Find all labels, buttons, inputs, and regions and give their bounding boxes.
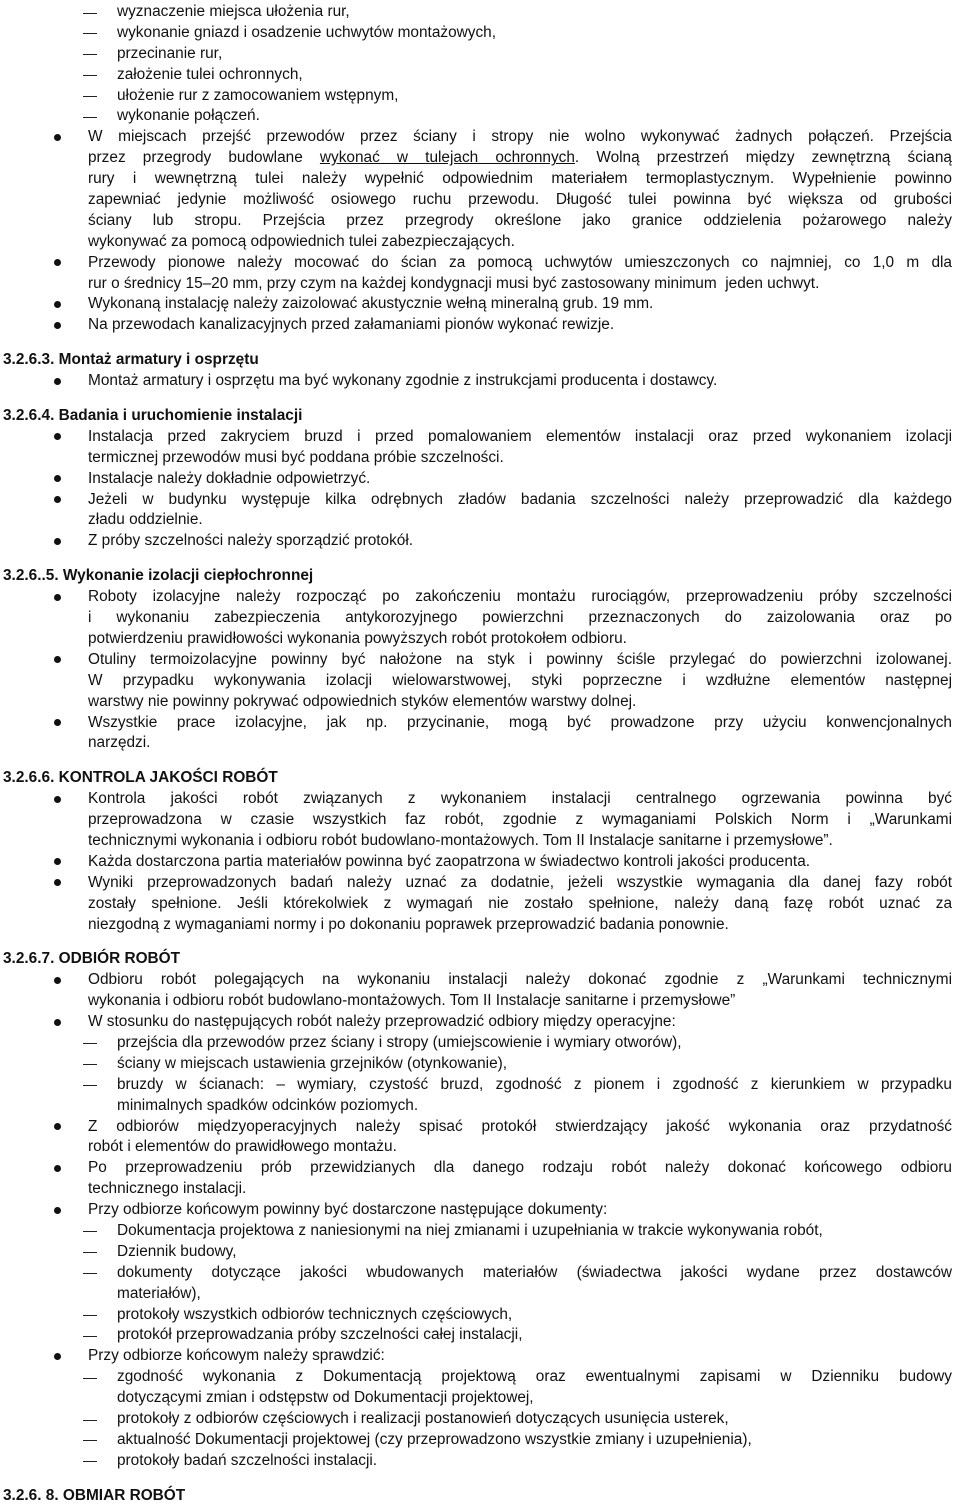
bullet-item <box>0 531 960 552</box>
dash-item <box>0 1451 960 1472</box>
bullet-item-continuation <box>0 733 960 754</box>
line-text: wykonywać za pomocą odpowiednich tulei zabezpieczających. <box>88 232 515 250</box>
line-text: zgodność wykonania z Dokumentacją projektową oraz ewentualnymi zapisami w Dzienniku budowy <box>117 1368 952 1386</box>
line-text: Wszystkie prace izolacyjne, jak np. przycinanie, mogą być prowadzone przy użyciu konwencjonalnych <box>88 713 952 731</box>
bullet-icon <box>54 134 61 141</box>
underlined-text: wykonać w tulejach ochronnych <box>319 149 575 167</box>
dash-item <box>0 1033 960 1054</box>
dash-item <box>0 1221 960 1242</box>
line-text: zostały spełnione. Jeśli którekolwiek z wymagań nie zostało spełnione, należy daną fazę robót uznać za <box>88 894 952 912</box>
dash-item <box>0 1305 960 1326</box>
line-text: zładu oddzielnie. <box>88 511 203 529</box>
document-page <box>0 2 960 1507</box>
dash-item-continuation <box>0 1096 960 1117</box>
line-text: wykonania i odbioru robót budowlano-montażowych. Tom II Instalacje sanitarne i przemysłowe” <box>88 992 736 1010</box>
dash-item <box>0 44 960 65</box>
bullet-icon <box>54 378 61 385</box>
line-text: W miejscach przejść przewodów przez ściany i stropy nie wolno wykonywać żadnych połączeń. Przejścia <box>88 128 952 146</box>
dash-icon <box>83 54 97 55</box>
line-text: Instalacja przed zakryciem bruzd i przed pomalowaniem elementów instalacji oraz przed wykonaniem izolacji <box>88 427 952 445</box>
line-text: Z odbiorów międzyoperacyjnych należy spisać protokół stwierdzający jakość wykonania oraz przydatność <box>88 1117 952 1135</box>
bullet-item <box>0 469 960 490</box>
line-text: robót i elementów do prawidłowego montażu. <box>88 1138 397 1156</box>
bullet-item <box>0 713 960 734</box>
line-text: Instalacje należy dokładnie odpowietrzyć. <box>88 469 371 487</box>
bullet-item <box>0 127 960 148</box>
dash-icon <box>83 96 97 97</box>
line-text: warstwy nie powinny pokrywać odpowiednich styków elementów warstwy dolnej. <box>88 692 637 710</box>
dash-icon <box>83 117 97 118</box>
dash-icon <box>83 13 97 14</box>
line-text: Otuliny termoizolacyjne powinny być nałożone na styk i powinny ściśle przylegać do powierzchni izolowanej. <box>88 650 952 668</box>
dash-icon <box>83 1440 97 1441</box>
line-text: Montaż armatury i osprzętu ma być wykonany zgodnie z instrukcjami producenta i dostawcy. <box>88 372 718 390</box>
line-text: protokoły z odbiorów częściowych i realizacji postanowień dotyczących usunięcia usterek, <box>117 1410 729 1427</box>
bullet-item <box>0 1158 960 1179</box>
line-text: W przypadku wykonywania izolacji wielowarstwowej, styki poprzeczne i wzdłużne elementów następnej <box>88 671 952 689</box>
line-text: przeprowadzona w czasie wszystkich faz robót, zgodnie z wymaganiami Polskich Norm i „Warunkami <box>88 811 952 829</box>
bullet-item-continuation <box>0 629 960 650</box>
dash-item <box>0 1430 960 1451</box>
dash-item <box>0 1054 960 1075</box>
dash-icon <box>83 1315 97 1316</box>
dash-icon <box>83 1231 97 1232</box>
line-text: termicznej przewodów musi być poddana próbie szczelności. <box>88 448 504 466</box>
dash-icon <box>83 1043 97 1044</box>
bullet-icon <box>54 1207 61 1214</box>
bullet-icon <box>54 1123 61 1130</box>
line-text: protokoły badań szczelności instalacji. <box>117 1451 378 1469</box>
bullet-item <box>0 315 960 336</box>
line-text: minimalnych spadków odcinków poziomych. <box>117 1096 419 1114</box>
bullet-icon <box>54 1353 61 1360</box>
dash-item <box>0 23 960 44</box>
dash-icon <box>83 1336 97 1337</box>
bullet-item-continuation <box>0 510 960 531</box>
dash-icon <box>83 1420 97 1421</box>
line-text: Przy odbiorze końcowym powinny być dostarczone następujące dokumenty: <box>88 1201 608 1219</box>
dash-item <box>0 106 960 127</box>
bullet-item-continuation <box>0 991 960 1012</box>
bullet-item-continuation <box>0 232 960 253</box>
line-text: narzędzi. <box>88 734 151 752</box>
line-text: Wykonaną instalację należy zaizolować akustycznie wełną mineralną grub. 19 mm. <box>88 295 654 313</box>
bullet-item-continuation <box>0 148 960 169</box>
line-text: Odbioru robót polegających na wykonaniu instalacji należy dokonać zgodnie z „Warunkami technicznymi <box>88 971 952 989</box>
dash-item <box>0 1367 960 1388</box>
dash-item <box>0 1242 960 1263</box>
dash-item <box>0 1075 960 1096</box>
heading-text: 3.2.6.4. Badania i uruchomienie instalacji <box>3 407 303 425</box>
line-text: dokumenty dotyczące jakości wbudowanych materiałów (świadectwa jakości wydane przez dostawców <box>117 1263 952 1281</box>
line-text: Roboty izolacyjne należy rozpocząć po zakończeniu montażu rurociągów, przeprowadzeniu próby szczelności <box>88 588 952 606</box>
bullet-item-continuation <box>0 274 960 295</box>
bullet-item <box>0 873 960 894</box>
section-heading <box>0 1486 960 1507</box>
section-heading <box>0 350 960 371</box>
bullet-item <box>0 970 960 991</box>
line-text: Przy odbiorze końcowym należy sprawdzić: <box>88 1347 385 1365</box>
dash-item <box>0 2 960 23</box>
line-text: potwierdzeniu prawidłowości wykonania powyższych robót protokołem odbioru. <box>88 629 627 647</box>
bullet-item-continuation <box>0 448 960 469</box>
dash-icon <box>83 33 97 34</box>
bullet-item <box>0 294 960 315</box>
bullet-item <box>0 852 960 873</box>
dash-icon <box>83 1378 97 1379</box>
bullet-item-continuation <box>0 211 960 232</box>
bullet-item <box>0 253 960 274</box>
bullet-item <box>0 490 960 511</box>
bullet-icon <box>54 719 61 726</box>
dash-item <box>0 86 960 107</box>
bullet-item <box>0 789 960 810</box>
bullet-icon <box>54 475 61 482</box>
bullet-icon <box>54 594 61 601</box>
line-text: przecinanie rur, <box>117 44 223 62</box>
line-text: protokoły wszystkich odbiorów technicznych częściowych, <box>117 1305 513 1323</box>
line-text-part: . Wolną przestrzeń między zewnętrzną ścianą <box>574 149 952 167</box>
line-text: wykonanie połączeń. <box>117 107 260 125</box>
bullet-item-continuation <box>0 894 960 915</box>
dash-icon <box>83 1273 97 1274</box>
bullet-item-continuation <box>0 608 960 629</box>
heading-text: 3.2.6.7. ODBIÓR ROBÓT <box>3 950 181 968</box>
bullet-item-continuation <box>0 915 960 936</box>
bullet-item-continuation <box>0 1179 960 1200</box>
line-text: niezgodną z wymaganiami normy i po dokonaniu poprawek przeprowadzić badania ponownie. <box>88 915 729 933</box>
line-text: wyznaczenie miejsca ułożenia rur, <box>117 3 350 20</box>
line-text: Każda dostarczona partia materiałów powinna być zaopatrzona w świadectwo kontroli jakości producenta. <box>88 852 811 870</box>
dash-item <box>0 1409 960 1430</box>
line-text: rur o średnicy 15–20 mm, przy czym na każdej kondygnacji musi być zastosowany minimum jeden uchwyt. <box>88 274 820 292</box>
bullet-item-continuation <box>0 169 960 190</box>
line-text: protokół przeprowadzania próby szczelności całej instalacji, <box>117 1326 523 1344</box>
line-text: ściany lub stropu. Przejścia przez przegrody określone jako granice oddzielenia pożarowego należy <box>88 211 952 229</box>
heading-text: 3.2.6..5. Wykonanie izolacji ciepłochronnej <box>3 567 314 585</box>
bullet-icon <box>54 433 61 440</box>
bullet-icon <box>54 322 61 329</box>
line-text: Jeżeli w budynku występuje kilka odrębnych zładów badania szczelności należy przeprowadzić dla każdego <box>88 490 952 508</box>
line-text: aktualność Dokumentacji projektowej (czy przeprowadzono wszystkie zmiany i uzupełnienia), <box>117 1430 752 1448</box>
bullet-item-continuation <box>0 1137 960 1158</box>
bullet-icon <box>54 879 61 886</box>
line-text: zapewniać jedynie możliwość osiowego ruchu przewodu. Długość tulei powinna być większa od grubości <box>88 191 952 209</box>
dash-item-continuation <box>0 1388 960 1409</box>
line-text: Wyniki przeprowadzonych badań należy uznać za dodatnie, jeżeli wszystkie wymagania dla danej fazy robót <box>88 873 952 891</box>
bullet-icon <box>54 538 61 545</box>
bullet-icon <box>54 259 61 266</box>
dash-icon <box>83 1461 97 1462</box>
bullet-icon <box>54 977 61 984</box>
bullet-item <box>0 1012 960 1033</box>
bullet-item <box>0 587 960 608</box>
line-text: rury i wewnętrzną tulei należy wypełnić odpowiednim materiałem termoplastycznym. Wypełnienie powinno <box>88 170 952 188</box>
line-text: W stosunku do następujących robót należy przeprowadzić odbiory między operacyjne: <box>88 1013 676 1031</box>
bullet-item <box>0 1200 960 1221</box>
bullet-icon <box>54 301 61 308</box>
bullet-icon <box>54 858 61 865</box>
line-text: technicznymi wykonania i odbioru robót budowlano-montażowych. Tom II Instalacje sanitarne i przemysłowe”. <box>88 831 833 849</box>
dash-icon <box>83 1252 97 1253</box>
line-text: Przewody pionowe należy mocować do ścian za pomocą uchwytów umieszczonych co najmniej, co 1,0 m dla <box>88 253 952 271</box>
line-text: technicznego instalacji. <box>88 1180 247 1198</box>
section-heading <box>0 949 960 970</box>
line-text: Na przewodach kanalizacyjnych przed załamaniami pionów wykonać rewizje. <box>88 316 615 334</box>
line-text: Po przeprowadzeniu prób przewidzianych dla danego rodzaju robót należy dokonać końcowego odbioru <box>88 1159 952 1177</box>
bullet-item <box>0 371 960 392</box>
line-text: Dziennik budowy, <box>117 1242 237 1260</box>
line-text: dotyczącymi zmian i odstępstw od Dokumentacji projektowej, <box>117 1389 534 1407</box>
line-text: bruzdy w ścianach: – wymiary, czystość bruzd, zgodność z pionem i zgodność z kierunkiem w przypadku <box>117 1075 952 1093</box>
bullet-icon <box>54 1165 61 1172</box>
line-text: Z próby szczelności należy sporządzić protokół. <box>88 532 414 550</box>
line-text: ściany w miejscach ustawienia grzejników (otynkowanie), <box>117 1054 508 1072</box>
section-heading <box>0 566 960 587</box>
line-text: i wykonaniu zabezpieczenia antykorozyjnego powierzchni przeznaczonych do zaizolowania oraz po <box>88 609 952 627</box>
heading-text: 3.2.6.3. Montaż armatury i osprzętu <box>3 351 259 369</box>
line-text-part: przez przegrody budowlane <box>88 149 320 167</box>
bullet-icon <box>54 656 61 663</box>
bullet-item-continuation <box>0 190 960 211</box>
line-text: materiałów), <box>117 1284 201 1302</box>
bullet-icon <box>54 496 61 503</box>
bullet-item <box>0 650 960 671</box>
bullet-item-continuation <box>0 671 960 692</box>
dash-icon <box>83 1064 97 1065</box>
dash-icon <box>83 75 97 76</box>
line-text: Kontrola jakości robót związanych z wykonaniem instalacji centralnego ogrzewania powinna być <box>88 790 952 808</box>
section-heading <box>0 768 960 789</box>
line-text <box>88 148 952 169</box>
bullet-item-continuation <box>0 810 960 831</box>
line-text: ułożenie rur z zamocowaniem wstępnym, <box>117 86 399 104</box>
heading-text: 3.2.6.6. KONTROLA JAKOŚCI ROBÓT <box>3 769 278 787</box>
bullet-item-continuation <box>0 831 960 852</box>
dash-item <box>0 1325 960 1346</box>
bullet-item <box>0 1346 960 1367</box>
dash-icon <box>83 1085 97 1086</box>
section-heading <box>0 406 960 427</box>
bullet-item-continuation <box>0 692 960 713</box>
dash-item <box>0 65 960 86</box>
line-text: założenie tulei ochronnych, <box>117 65 303 83</box>
dash-item <box>0 1263 960 1284</box>
bullet-item <box>0 427 960 448</box>
bullet-icon <box>54 796 61 803</box>
line-text: przejścia dla przewodów przez ściany i stropy (umiejscowienie i wymiary otworów), <box>117 1033 682 1051</box>
bullet-icon <box>54 1019 61 1026</box>
bullet-item <box>0 1117 960 1138</box>
dash-item-continuation <box>0 1284 960 1305</box>
line-text: Dokumentacja projektowa z naniesionymi na niej zmianami i uzupełniania w trakcie wykonywania robót, <box>117 1221 823 1239</box>
line-text: wykonanie gniazd i osadzenie uchwytów montażowych, <box>117 23 496 41</box>
heading-text: 3.2.6. 8. OBMIAR ROBÓT <box>3 1486 186 1504</box>
